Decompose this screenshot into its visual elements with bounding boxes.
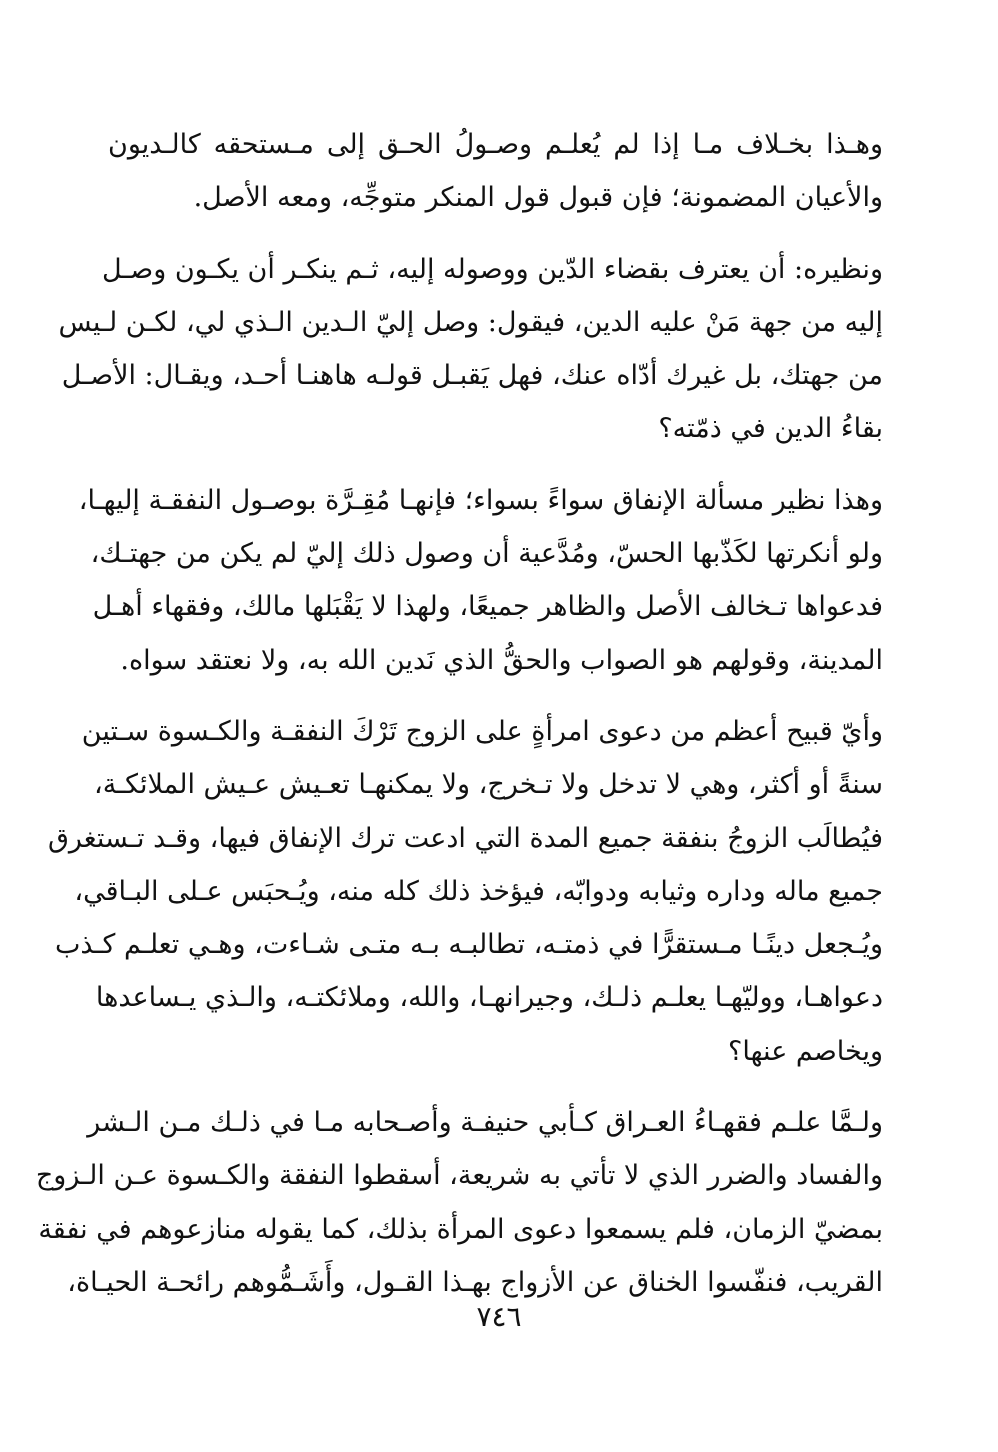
text-line: جميع ماله وداره وثيابه ودوابّه، فيؤخذ ذلك كله منه، ويُـحبَس عـلى البـاقي، — [74, 875, 883, 907]
text-line: من جهتك، بل غيرك أدّاه عنك، فهل يَقبـل قولـه هاهنـا أحـد، ويقـال: الأصـل — [61, 360, 883, 392]
text-line: وأيّ قبيح أعظم من دعوى امرأةٍ على الزوج تَرْكَ النفقـة والكـسوة سـتين — [81, 715, 883, 747]
text-line: ولـمَّا علـم فقهـاءُ العـراق كـأبي حنيفـة وأصـحابه مـا في ذلـك مـن الـشر — [87, 1107, 883, 1139]
text-line: ونظيره: أن يعترف بقضاء الدّين ووصوله إليه، ثـم ينكـر أن يكـون وصـل — [101, 253, 883, 285]
text-line: ولو أنكرتها لكَذّبها الحسّ، ومُدَّعية أن وصول ذلك إليّ لم يكن من جهتـك، — [90, 538, 883, 570]
text-line: القريب، فنفّسوا الخناق عن الأزواج بهـذا القـول، وأَشَـمُّوهم رائحـة الحيـاة، — [67, 1266, 883, 1298]
paragraph — [58, 243, 883, 456]
text-line: سنةً أو أكثر، وهي لا تدخل ولا تـخرج، ولا يمكنهـا تعـيش عـيش الملائكـة، — [93, 769, 883, 801]
text-line: فيُطالَب الزوجُ بنفقة جميع المدة التي ادعت ترك الإنفاق فيها، وقـد تـستغرق — [47, 822, 883, 854]
text-line: والفساد والضرر الذي لا تأتي به شريعة، أسقطوا النفقة والكـسوة عـن الـزوج — [35, 1160, 883, 1192]
text-line: بقاءُ الدين في ذمّته؟ — [658, 413, 883, 445]
text-line: ويخاصم عنها؟ — [728, 1035, 883, 1067]
text-line: المدينة، وقولهم هو الصواب والحقُّ الذي نَدين الله به، ولا نعتقد سواه. — [120, 644, 883, 676]
paragraph — [35, 1096, 883, 1309]
page-number: ٧٤٦ — [476, 1300, 522, 1333]
paragraph — [108, 118, 883, 225]
text-line: فدعواها تـخالف الأصل والظاهر جميعًا، ولهذا لا يَقْبَلها مالك، وفقهاء أهـل — [92, 591, 883, 623]
text-line: بمضيّ الزمان، فلم يسمعوا دعوى المرأة بذلك، كما يقوله منازعوهم في نفقة — [38, 1213, 883, 1245]
paragraph — [78, 474, 883, 687]
text-line: وهذا نظير مسألة الإنفاق سواءً بسواء؛ فإنهـا مُقِـرَّة بوصـول النفقـة إليهـا، — [78, 484, 883, 516]
page-body-text — [35, 118, 883, 1327]
text-line: إليه من جهة مَنْ عليه الدين، فيقول: وصل إليّ الـدين الـذي لي، لكـن لـيس — [58, 306, 883, 338]
text-line: دعواهـا، ووليّهـا يعلـم ذلـك، وجيرانهـا، والله، وملائكتـه، والـذي يـساعدها — [95, 982, 883, 1014]
text-line: ويُـجعل دينًـا مـستقرًّا في ذمتـه، تطالبـه بـه متـى شـاءت، وهـي تعلـم كـذب — [55, 929, 883, 961]
text-line: وهـذا بخـلاف مـا إذا لم يُعلـم وصـولُ الحـق إلى مـستحقه كالـديون — [108, 129, 883, 160]
text-line: والأعيان المضمونة؛ فإن قبول قول المنكر متوجِّه، ومعه الأصل. — [193, 182, 883, 214]
paragraph — [47, 705, 883, 1078]
